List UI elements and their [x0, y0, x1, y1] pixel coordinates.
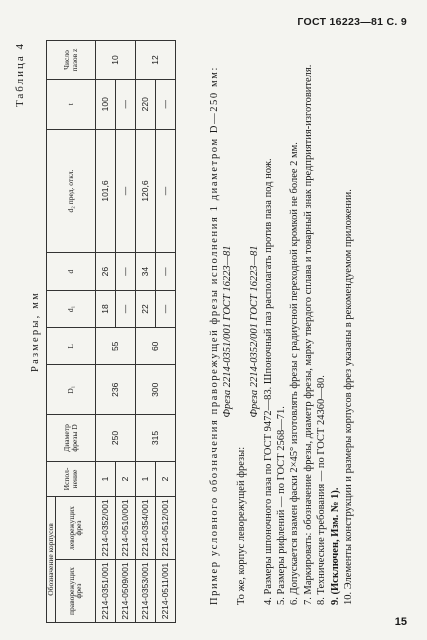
cell-d1: 22 — [135, 290, 155, 327]
example-designation-1: Фреза 2214-0351/001 ГОСТ 16223—81 — [222, 245, 234, 418]
cell-D: 315 — [135, 415, 175, 462]
col-d: d — [47, 253, 96, 290]
cell-z: 12 — [135, 41, 175, 80]
cell-z: 10 — [95, 41, 135, 80]
same-left-text: То же, корпус леворежущей фрезы: — [235, 446, 247, 605]
cell-right: 2214-0353/001 — [135, 560, 155, 623]
table-row — [135, 41, 155, 623]
cell-left: 2214-0354/001 — [135, 497, 155, 560]
cell-L: 60 — [135, 328, 175, 365]
note-9: 9. (Исключен, Изм. № 1). — [329, 487, 341, 605]
cell-exec: 2 — [155, 462, 175, 497]
col-z: Число пазов z — [47, 41, 96, 80]
col-execution: Испол-нение — [47, 462, 96, 497]
page-number: 15 — [394, 616, 407, 628]
col-diameter: Диаметр фрезы D — [47, 415, 96, 462]
cell-right: 2214-0351/001 — [95, 560, 115, 623]
col-L: L — [47, 328, 96, 365]
body-text — [208, 40, 355, 623]
cell-t: 220 — [135, 80, 155, 130]
cell-d1: — — [155, 290, 175, 327]
cell-d2: 120,6 — [135, 129, 155, 253]
cell-left: 2214-0510/001 — [115, 497, 135, 560]
cell-d: — — [115, 253, 135, 290]
cell-L: 55 — [95, 328, 135, 365]
cell-d1: 18 — [95, 290, 115, 327]
cell-t: 100 — [95, 80, 115, 130]
cell-exec: 1 — [95, 462, 115, 497]
cell-left: 2214-0512/001 — [155, 497, 175, 560]
cell-right: 2214-0511/001 — [155, 560, 175, 623]
cell-d2: — — [115, 129, 135, 253]
cell-D1: 300 — [135, 365, 175, 415]
cell-d: — — [155, 253, 175, 290]
note-6: 6. Допускается взамен фаски 2×45° изготовлять фрезы с радиусной переходной кромкой не более 2 мм. — [289, 142, 301, 605]
dimensions-table — [46, 40, 176, 623]
col-left: леворежущих фрез — [55, 497, 95, 560]
col-right: праворежущих фрез — [55, 560, 95, 623]
table-units: Размеры, мм — [30, 291, 41, 372]
col-d1: d₁ — [47, 290, 96, 327]
col-D1: D₁ — [47, 365, 96, 415]
rotated-content — [12, 40, 412, 623]
col-d2: d₂ пред. откл. — [47, 129, 96, 253]
note-10: 10. Элементы конструкции и размеры корпусов фрез указаны в рекомендуемом приложении. — [343, 189, 355, 605]
example-designation-2: Фреза 2214-0352/001 ГОСТ 16223—81 — [249, 245, 261, 418]
table-row — [95, 41, 115, 623]
example-lead: Пример условного обозначения праворежущей фрезы исполнения 1 диаметром D—250 мм: — [209, 66, 220, 605]
cell-D: 250 — [95, 415, 135, 462]
cell-d: 26 — [95, 253, 115, 290]
col-t: t — [47, 80, 96, 130]
cell-d: 34 — [135, 253, 155, 290]
table-caption: Таблица 4 — [14, 42, 26, 108]
page-header: ГОСТ 16223—81 С. 9 — [297, 16, 407, 28]
cell-exec: 2 — [115, 462, 135, 497]
col-group-designation: Обозначение корпусов — [47, 497, 56, 623]
note-4: 4. Размеры шпоночного паза по ГОСТ 9472—83. Шпоночный паз располагать против паза под нож. — [262, 158, 274, 605]
cell-left: 2214-0352/001 — [95, 497, 115, 560]
cell-t: — — [155, 80, 175, 130]
cell-right: 2214-0509/001 — [115, 560, 135, 623]
note-5: 5. Размеры рифлений — по ГОСТ 2568—71. — [276, 406, 288, 605]
note-7: 7. Маркировать: обозначение фрезы, диаметр фрезы, марку твердого сплава и товарный знак предприятия-изготовителя. — [302, 64, 314, 605]
cell-t: — — [115, 80, 135, 130]
cell-d2: — — [155, 129, 175, 253]
cell-exec: 1 — [135, 462, 155, 497]
cell-D1: 236 — [95, 365, 135, 415]
note-8: 8. Технические требования — по ГОСТ 24360—80. — [316, 375, 328, 605]
cell-d1: — — [115, 290, 135, 327]
cell-d2: 101,6 — [95, 129, 115, 253]
